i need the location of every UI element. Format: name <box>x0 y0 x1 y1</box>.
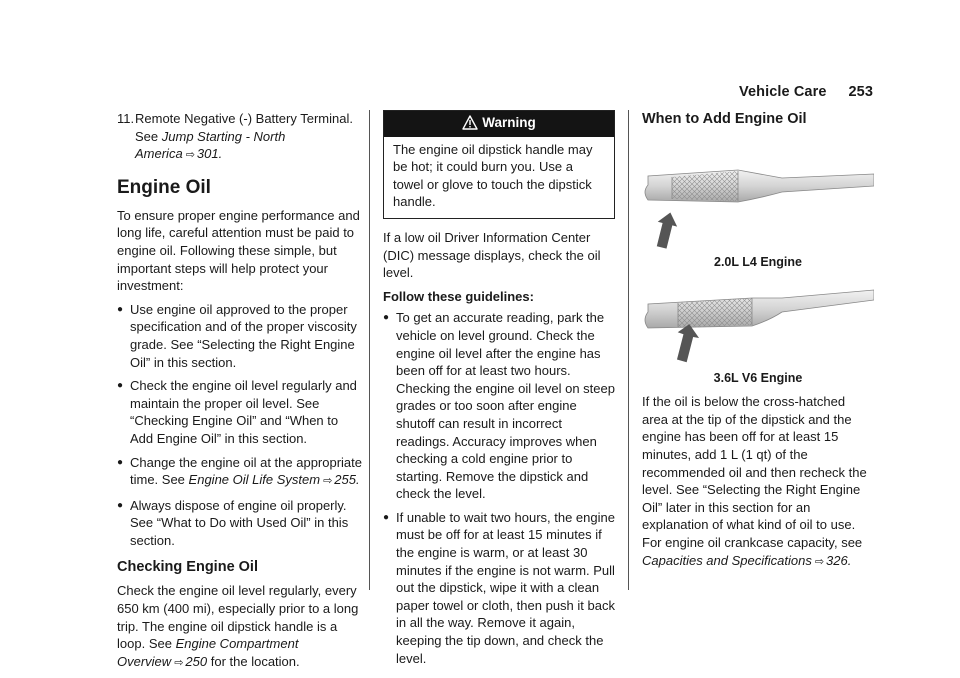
warning-triangle-icon <box>462 115 478 130</box>
arrow-icon <box>673 322 701 363</box>
list-item <box>117 497 363 550</box>
list-item <box>383 309 615 503</box>
middle-column <box>383 110 615 673</box>
guidelines-list <box>383 309 615 667</box>
list-item-text: Always dispose of engine oil properly. See “What to Do with Used Oil” in this section. <box>130 497 349 548</box>
guidelines-heading: Follow these guidelines: <box>383 288 534 304</box>
dipstick-figure-2-0l <box>642 134 874 254</box>
arrow-icon <box>652 210 680 250</box>
figure-caption-2-0l: 2.0L L4 Engine <box>714 255 802 269</box>
list-item-text: Use engine oil approved to the proper specification and of the proper viscosity grade. See “Selecting the Right Engine Oil” in this section. <box>130 301 357 370</box>
bullet-dot-icon: ● <box>117 303 124 315</box>
checking-paragraph <box>117 582 363 672</box>
dipstick-figure-3-6l <box>642 278 874 370</box>
page-reference-arrow-icon: ⇨ <box>323 475 333 488</box>
reference-page-number[interactable]: 301. <box>196 146 223 162</box>
dic-paragraph: If a low oil Driver Information Center (DIC) message displays, check the oil level. <box>383 229 601 281</box>
paragraph-text: for the location. <box>210 653 300 669</box>
bullet-dot-icon: ● <box>383 511 390 523</box>
see-label: See <box>135 128 159 144</box>
list-item-text: If unable to wait two hours, the engine must be off for at least 15 minutes if the engine is warm, or at least 30 minutes if the engine is not warm. Pull out the dipstick, wipe it with a clean paper towel or cloth, then push it back in all the way. Remove it again, keeping the tip down, and check the level. <box>396 509 615 666</box>
page-header <box>739 84 873 100</box>
intro-paragraph: To ensure proper engine performance and long life, careful attention must be paid to engine oil. Following these simple, but important steps will help protect your investment: <box>117 207 360 294</box>
header-section-title: Vehicle Care <box>739 84 827 100</box>
cross-reference-link[interactable]: Engine Compartment Overview <box>117 636 299 669</box>
reference-page-number[interactable]: 250 <box>185 653 208 669</box>
list-item <box>117 377 363 447</box>
subsection-title-checking-engine-oil: Checking Engine Oil <box>117 559 258 576</box>
reference-page-number[interactable]: 255. <box>334 472 360 488</box>
bullet-dot-icon: ● <box>117 380 124 392</box>
right-column <box>642 110 874 577</box>
bullet-dot-icon: ● <box>117 499 124 511</box>
list-item <box>117 301 363 371</box>
header-page-number: 253 <box>848 84 873 100</box>
warning-header <box>384 111 614 137</box>
page-reference-arrow-icon: ⇨ <box>174 656 184 669</box>
warning-text: The engine oil dipstick handle may be hot; it could burn you. Use a towel or glove to touch the dipstick handle. <box>393 141 593 210</box>
bullet-dot-icon: ● <box>383 312 390 324</box>
cross-reference-link[interactable]: Jump Starting - North America <box>135 128 286 162</box>
list-item-text: Check the engine oil level regularly and maintain the proper oil level. See “Checking Engine Oil” and “When to Add Engine Oil” in this section. <box>130 378 357 446</box>
paragraph-text: Check the engine oil level regularly, every 650 km (400 mi), especially prior to a long trip. The engine oil dipstick handle is a loop. <box>117 583 359 652</box>
add-oil-paragraph <box>642 393 874 571</box>
cross-reference-link[interactable]: Engine Oil Life System <box>188 472 321 488</box>
section-title-engine-oil: Engine Oil <box>117 176 211 198</box>
numbered-item-11 <box>117 110 363 165</box>
list-item-text: Change the engine oil at the appropriate time. See <box>130 454 363 488</box>
left-column <box>117 110 363 678</box>
reference-page-number[interactable]: 326. <box>826 552 852 568</box>
subsection-title-when-to-add: When to Add Engine Oil <box>642 111 807 127</box>
warning-title: Warning <box>482 115 536 130</box>
paragraph-text: If the oil is below the cross-hatched area at the tip of the dipstick and the engine has been off for at least 15 minutes, add 1 L (1 qt) of the recommended oil and then recheck the level. See “Selecting the Right Engine Oil” later in this section for an explanation of what kind of oil to use. For engine oil crankcase capacity, see <box>642 394 867 550</box>
list-item <box>383 509 615 667</box>
figure-caption-3-6l: 3.6L V6 Engine <box>713 370 803 385</box>
page-reference-arrow-icon: ⇨ <box>185 149 195 162</box>
engine-oil-steps-list <box>117 301 363 550</box>
list-item-text: To get an accurate reading, park the vehicle on level ground. Check the engine oil level after the engine has been off for at least two hours. Checking the engine oil level on steep grades or too soon after engine shutoff can result in incorrect readings. Accuracy improves when checking a cold engine prior to starting. Remove the dipstick and check the level. <box>396 310 615 502</box>
see-label: See <box>148 636 172 652</box>
page-reference-arrow-icon: ⇨ <box>814 555 825 568</box>
column-divider <box>628 110 629 590</box>
item-number: 11. <box>117 111 135 126</box>
cross-reference-link[interactable]: Capacities and Specifications <box>642 552 812 568</box>
dipstick-illustration <box>642 134 874 254</box>
list-item <box>117 454 363 491</box>
warning-box <box>383 110 615 219</box>
dipstick-illustration <box>642 278 874 370</box>
bullet-dot-icon: ● <box>117 456 124 468</box>
item-text: Remote Negative (-) Battery Terminal. <box>135 111 353 126</box>
column-divider <box>369 110 370 590</box>
